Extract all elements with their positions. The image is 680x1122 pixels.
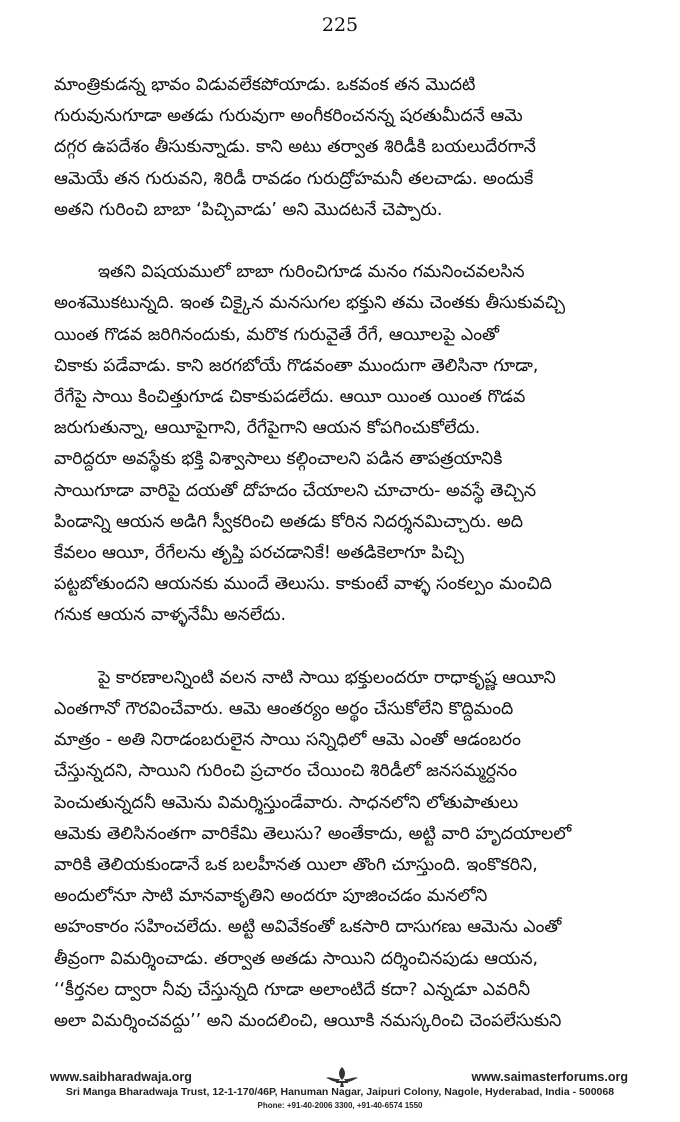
text-line: మాంత్రికుడన్న భావం విడువలేకపోయాడు. ఒకవంక తన మొదటి bbox=[54, 75, 476, 95]
paragraph bbox=[54, 70, 629, 226]
text-line: సాయిగూడా వారిపై దయతో దోహదం చేయాలని చూచారు- అవస్థే తెచ్చిన bbox=[54, 480, 537, 501]
text-line: జరుగుతున్నా, ఆయీపైగాని, రేగేపైగాని ఆయన కోపగించుకోలేదు. bbox=[54, 418, 481, 439]
text-line: ‘‘కీర్తనల ద్వారా నీవు చేస్తున్నది గూడా అలాంటిదే కదా? ఎన్నడూ ఎవరినీ bbox=[54, 979, 531, 1000]
footer-phone: Phone: +91-40-2006 3300, +91-40-6574 1550 bbox=[257, 1101, 423, 1110]
text-line: ఎంతగానో గౌరవించేవారు. ఆమె ఆంతర్యం అర్థం చేసుకోలేని కొద్దిమంది bbox=[54, 699, 514, 720]
text-line: పై కారణాలన్నింటి వలన నాటి సాయి భక్తులందరూ రాధాకృష్ణ ఆయీని bbox=[98, 667, 556, 688]
text-line: ఆమెయే తన గురువని, శిరిడీ రావడం గురుద్రోహమనీ తలచాడు. అందుకే bbox=[54, 168, 534, 189]
fleur-de-lis-icon bbox=[322, 1066, 362, 1088]
text-line: పిండాన్ని ఆయన అడిగి స్వీకరించి అతడు కోరిన నిదర్శనమిచ్చారు. అది bbox=[54, 511, 524, 532]
text-line: దగ్గర ఉపదేశం తీసుకున్నాడు. కాని అటు తర్వాత శిరిడీకి బయలుదేరగానే bbox=[54, 137, 536, 158]
text-line: రేగేపై సాయి కించిత్తుగూడ చికాకుపడలేదు. ఆయీ యింత యింత గొడవ bbox=[54, 387, 526, 408]
paragraph bbox=[54, 257, 629, 631]
page-footer bbox=[0, 1068, 680, 1122]
text-line: అలా విమర్శించవద్దు’’ అని మందలించి, ఆయీకి నమస్కరించి చెంపలేసుకుని bbox=[54, 1011, 562, 1032]
footer-trust-address: Sri Manga Bharadwaja Trust, 12-1-170/46P, Hanuman Nagar, Jaipuri Colony, Nagole, Hyderabad, India - 500068 bbox=[65, 1086, 615, 1098]
body-text bbox=[54, 70, 629, 1037]
text-line: కేవలం ఆయీ, రేగేలను తృప్తి పరచడానికే! అతడికెలాగూ పిచ్చి bbox=[54, 543, 464, 564]
text-line: పట్టబోతుందని ఆయనకు ముందే తెలుసు. కాకుంటే వాళ్ళ సంకల్పం మంచిది bbox=[54, 574, 552, 595]
text-line: యింత గొడవ జరిగినందుకు, మరొక గురువైతే రేగే, ఆయీలపై ఎంతో bbox=[54, 324, 500, 345]
text-line: పెంచుతున్నదనీ ఆమెను విమర్శిస్తుండేవారు. సాధనలోని లోతుపాతులు bbox=[54, 792, 519, 813]
text-line: అంశమొకటున్నది. ఇంత చిక్కైన మనసుగల భక్తుని తమ చెంతకు తీసుకువచ్చి bbox=[54, 293, 566, 314]
text-line: అహంకారం సహించలేదు. అట్టి అవివేకంతో ఒకసారి దాసుగణు ఆమెను ఎంతో bbox=[54, 917, 562, 938]
text-line: అందులోనూ సాటి మానవాకృతిని అందరూ పూజించడం మనలోని bbox=[54, 886, 488, 907]
text-line: గనుక ఆయన వాళ్ళనేమీ అనలేదు. bbox=[54, 605, 287, 626]
text-line: తీవ్రంగా విమర్శించాడు. తర్వాత అతడు సాయిని దర్శించినపుడు ఆయన, bbox=[54, 948, 539, 969]
text-line: వారిద్దరూ అవస్థేకు భక్తి విశ్వాసాలు కల్గించాలని పడిన తాపత్రయానికి bbox=[54, 449, 503, 470]
text-line: అతని గురించి బాబా ‘పిచ్చివాడు’ అని మొదటనే చెప్పారు. bbox=[54, 199, 443, 220]
paragraph bbox=[54, 663, 629, 1037]
text-line: ఇతని విషయములో బాబా గురించిగూడ మనం గమనించవలసిన bbox=[98, 262, 525, 283]
footer-website-right[interactable]: www.saimasterforums.org bbox=[471, 1070, 628, 1084]
footer-website-left[interactable]: www.saibharadwaja.org bbox=[50, 1070, 192, 1084]
page-number: 225 bbox=[321, 14, 359, 36]
text-line: చేస్తున్నదని, సాయిని గురించి ప్రచారం చేయించి శిరిడీలో జనసమ్మర్దనం bbox=[54, 761, 518, 782]
text-line: ఆమెకు తెలిసినంతగా వారికేమి తెలుసు? అంతేకాదు, అట్టి వారి హృదయాలలో bbox=[54, 823, 572, 844]
text-line: గురువునుగూడా అతడు గురువుగా అంగీకరించనన్న షరతుమీదనే ఆమె bbox=[54, 106, 523, 127]
text-line: చికాకు పడేవాడు. కాని జరగబోయే గొడవంతా ముందుగా తెలిసినా గూడా, bbox=[54, 355, 539, 376]
text-line: వారికి తెలియకుండానే ఒక బలహీనత యిలా తొంగి చూస్తుంది. ఇంకొకరిని, bbox=[54, 855, 538, 876]
text-line: మాత్రం - అతి నిరాడంబరులైన సాయి సన్నిధిలో ఆమె ఎంతో ఆడంబరం bbox=[54, 730, 521, 751]
